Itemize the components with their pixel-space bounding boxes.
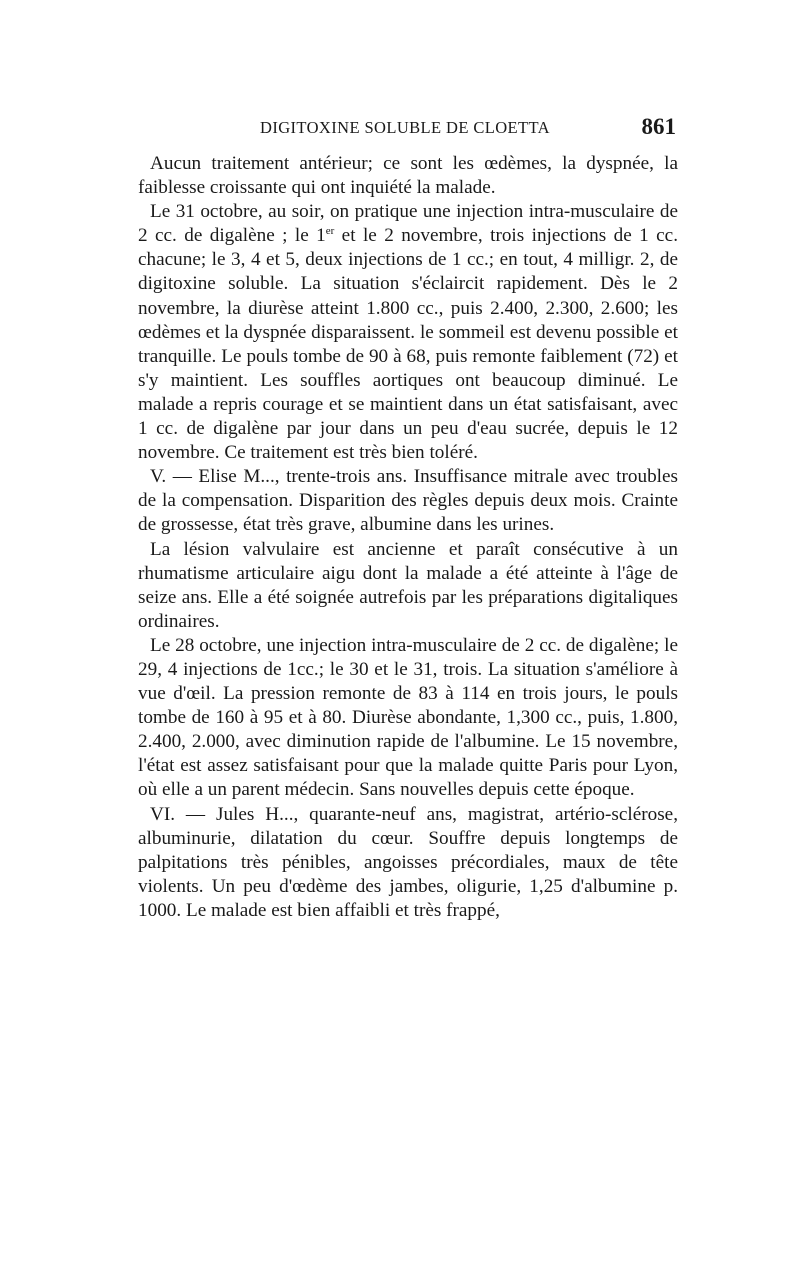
paragraph-2-text-end: et le 2 novembre, trois injections de 1 cc. chacune; le 3, 4 et 5, deux injections de 1 cc.; en tout, 4 milligr. 2, de digitoxine soluble. La situation s'éclaircit rapidement. Dès le 2 novembre, la diurèse atteint 1.800 cc., puis 2.400, 2.300, 2.600; les œdèmes et la dyspnée disparaissent. le sommeil est devenu possible et tranquille. Le pouls tombe de 90 à 68, puis remonte faiblement (72) et s'y maintient. Les souffles aortiques ont beaucoup diminué. Le malade a repris courage et se maintient dans un état satisfaisant, avec 1 cc. de digalène par jour dans un peu d'eau sucrée, depuis le 12 novembre. Ce traitement est très bien toléré. <box>138 225 678 464</box>
paragraph-6-case-vi: VI. — Jules H..., quarante-neuf ans, magistrat, artério-sclérose, albuminurie, dilatation du cœur. Souffre depuis longtemps de palpitations très pénibles, angoisses précordiales, maux de tête violents. Un peu d'œdème des jambes, oligurie, 1,25 d'albumine p. 1000. Le malade est bien affaibli et très frappé, <box>138 803 678 921</box>
ordinal-superscript: er <box>325 225 335 238</box>
paragraph-3-case-v: V. — Elise M..., trente-trois ans. Insuffisance mitrale avec troubles de la compensation. Disparition des règles depuis deux mois. Crainte de grossesse, état très grave, albumine dans les urines. <box>138 466 678 536</box>
running-header <box>136 116 676 146</box>
paragraph-1: Aucun traitement antérieur; ce sont les œdèmes, la dyspnée, la faiblesse croissante qui ont inquiété la malade. <box>138 153 678 199</box>
paragraph-2 <box>138 200 678 465</box>
body-text <box>138 152 678 923</box>
page-number: 861 <box>641 114 676 139</box>
paragraph-5: Le 28 octobre, une injection intra-musculaire de 2 cc. de digalène; le 29, 4 injections de 1cc.; le 30 et le 31, trois. La situation s'améliore à vue d'œil. La pression remonte de 83 à 114 en trois jours, le pouls tombe de 160 à 95 et à 80. Diurèse abondante, 1,300 cc., puis, 1.800, 2.400, 2.000, avec diminution rapide de l'albumine. Le 15 novembre, l'état est assez satisfaisant pour que la malade quitte Paris pour Lyon, où elle a un parent médecin. Sans nouvelles depuis cette époque. <box>138 634 678 801</box>
running-title: DIGITOXINE SOLUBLE DE CLOETTA <box>260 118 550 137</box>
paragraph-2-text-start: Le 31 octobre, au soir, on pratique une injection intra-musculaire de 2 cc. de digalène ; le 1 <box>138 201 678 247</box>
paragraph-4: La lésion valvulaire est ancienne et paraît consécutive à un rhumatisme articulaire aigu dont la malade a été atteinte à l'âge de seize ans. Elle a été soignée autrefois par les préparations digitaliques ordinaires. <box>138 538 678 632</box>
